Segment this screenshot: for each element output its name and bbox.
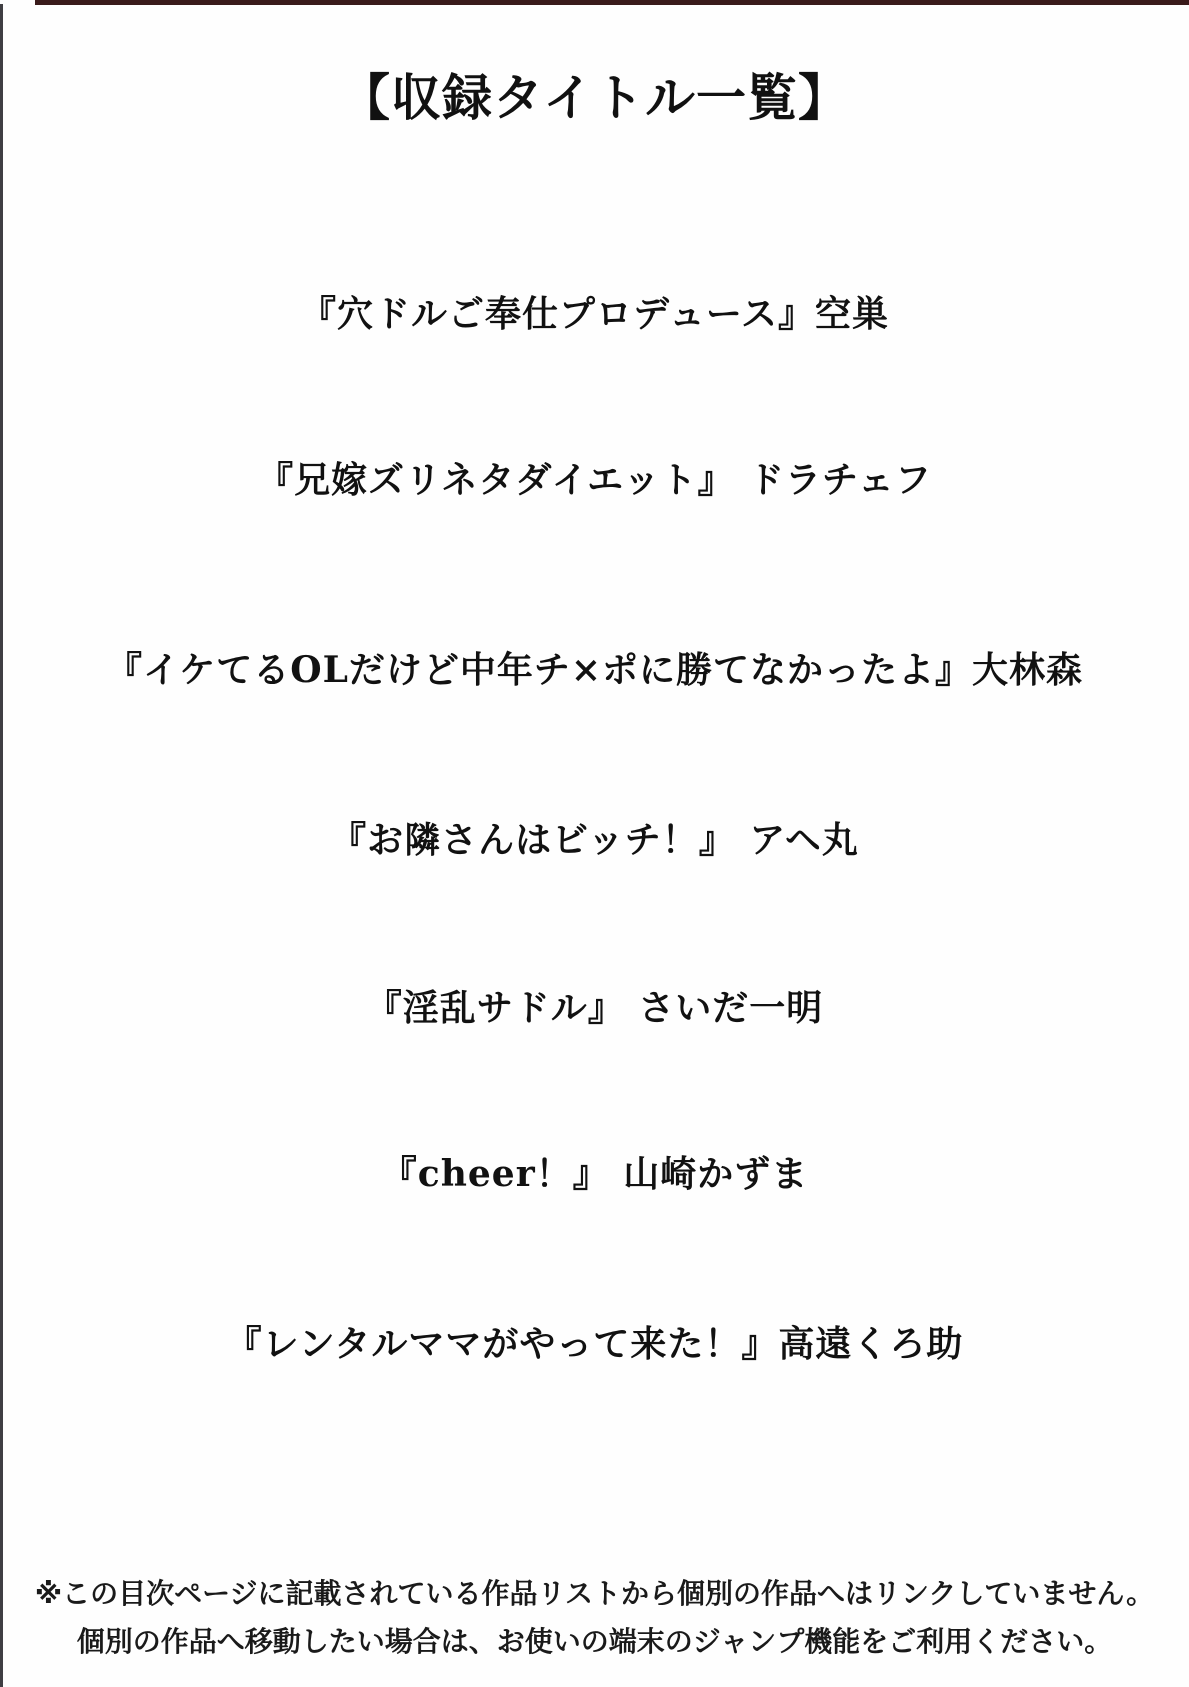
toc-entry-7: 『レンタルママがやって来た！』高遠くろ助 [225,1323,964,1365]
toc-entry-4: 『お隣さんはビッチ！』 アヘ丸 [330,819,859,861]
toc-entry-6: 『cheer！』 山崎かずま [380,1153,809,1195]
footer-note-line-1: ※この目次ページに記載されている作品リストから個別の作品へはリンクしていません。 [34,1577,1155,1610]
toc-entry-2: 『兄嫁ズリネタダイエット』 ドラチェフ [257,459,932,501]
page-title: 【収録タイトル一覧】 [340,68,849,127]
footer-note-line-2: 個別の作品へ移動したい場合は、お使いの端末のジャンプ機能をご利用ください。 [76,1625,1113,1658]
toc-entry-5: 『淫乱サドル』 さいだ一明 [365,987,824,1029]
top-edge-bar [35,0,1189,5]
toc-entry-1: 『穴ドルご奉仕プロデュース』空巣 [299,293,890,335]
toc-entry-3: 『イケてるOLだけど中年チ×ポに勝てなかったよ』大林森 [105,649,1084,691]
